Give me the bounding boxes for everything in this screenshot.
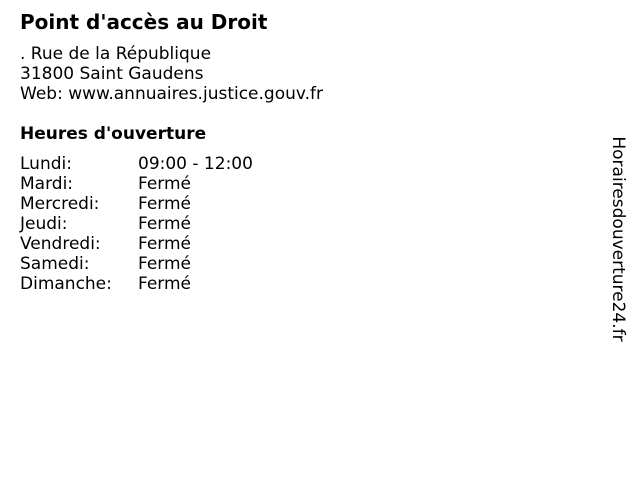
day-hours: Fermé (138, 254, 192, 274)
day-hours: Fermé (138, 174, 192, 194)
watermark-text: Horairesdouverture24.fr (608, 136, 628, 342)
hours-table (20, 154, 253, 294)
hours-row-sunday (20, 274, 253, 294)
day-hours: Fermé (138, 234, 192, 254)
hours-row-saturday (20, 254, 253, 274)
day-hours: Fermé (138, 194, 192, 214)
day-label: Mardi: (20, 174, 74, 194)
day-hours: Fermé (138, 274, 192, 294)
day-label: Dimanche: (20, 274, 112, 294)
hours-row-friday (20, 234, 253, 254)
place-title: Point d'accès au Droit (20, 10, 268, 34)
day-label: Vendredi: (20, 234, 101, 254)
address-block (20, 44, 323, 104)
day-label: Samedi: (20, 254, 90, 274)
hours-row-thursday (20, 214, 253, 234)
hours-heading: Heures d'ouverture (20, 124, 207, 144)
hours-row-wednesday (20, 194, 253, 214)
address-street: . Rue de la République (20, 44, 212, 64)
hours-row-monday (20, 154, 253, 174)
day-label: Jeudi: (20, 214, 68, 234)
hours-row-tuesday (20, 174, 253, 194)
day-hours: 09:00 - 12:00 (138, 154, 253, 174)
address-city: 31800 Saint Gaudens (20, 64, 204, 84)
watermark (600, 134, 636, 344)
day-label: Lundi: (20, 154, 72, 174)
website-text: Web: www.annuaires.justice.gouv.fr (20, 84, 324, 104)
day-label: Mercredi: (20, 194, 100, 214)
day-hours: Fermé (138, 214, 192, 234)
